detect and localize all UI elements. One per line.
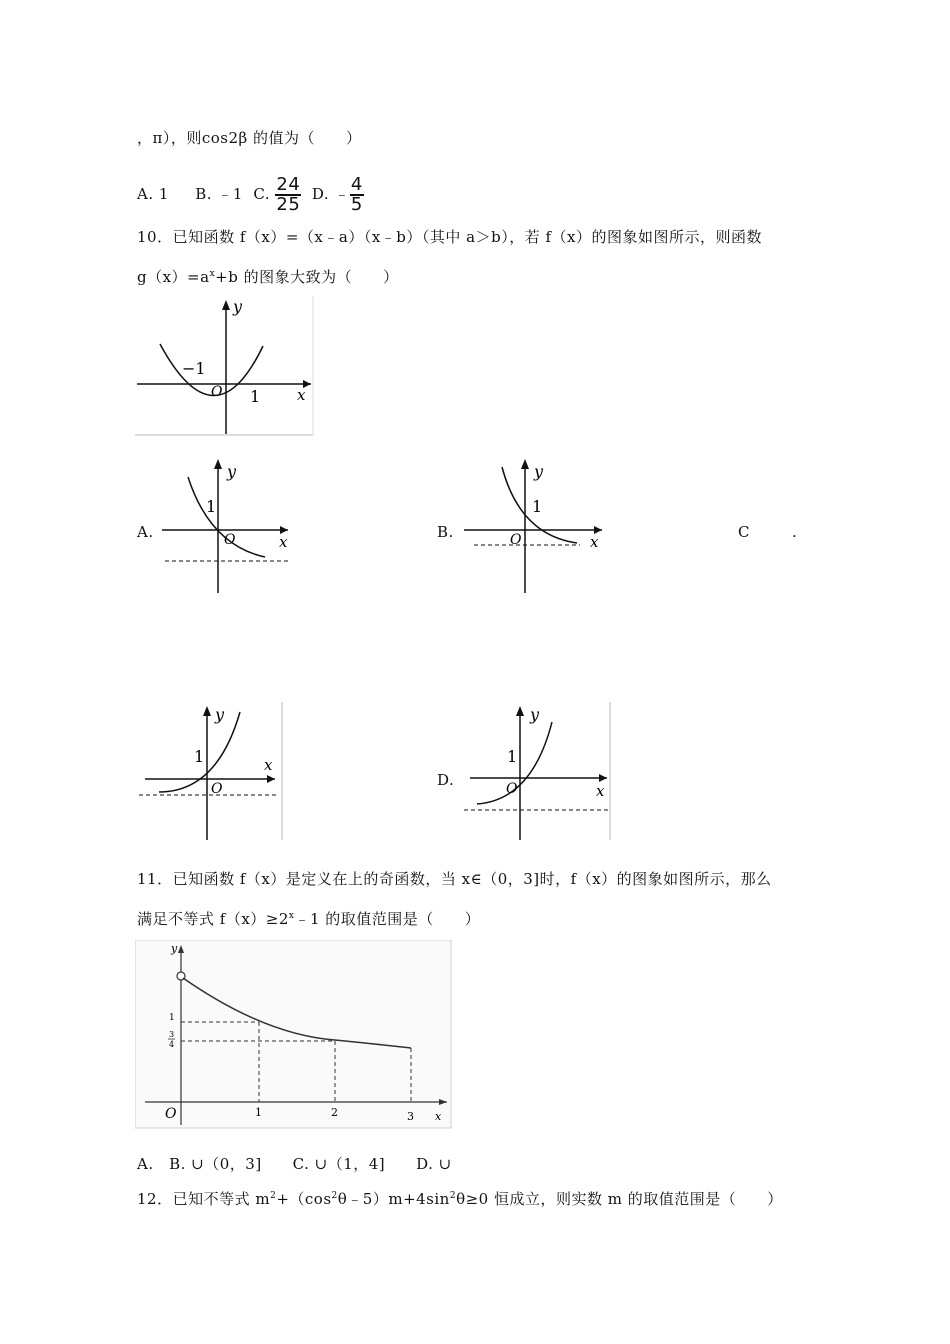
svg-text:y: y [534, 462, 544, 481]
svg-text:x: x [435, 1110, 442, 1123]
q11-stem-line1: 11．已知函数 f（x）是定义在上的奇函数，当 x∈（0，3]时，f（x）的图象如图所示，那么 [137, 870, 772, 888]
svg-text:y: y [171, 942, 178, 955]
svg-text:1: 1 [532, 497, 543, 516]
pos-one-label: 1 [250, 387, 261, 406]
svg-text:y: y [227, 462, 237, 481]
q11-stem-line2: 满足不等式 $f(x)\ge 2^x﹣1$ 的取值范围是（ ） [137, 910, 481, 928]
svg-text:3: 3 [407, 1110, 414, 1123]
svg-text:y: y [215, 705, 225, 724]
y-axis-arrow-icon [203, 706, 211, 716]
svg-text:1: 1 [255, 1106, 262, 1119]
q9-option-c-label: C. [253, 185, 271, 203]
q10-option-d-graph [462, 700, 612, 842]
svg-text:x: x [596, 782, 605, 800]
y-axis-label: y [233, 297, 243, 316]
svg-text:1: 1 [507, 747, 518, 766]
q9-option-b: B. ﹣1 [195, 185, 243, 203]
y-axis-arrow-icon [222, 300, 230, 310]
x-axis-arrow-icon [267, 775, 275, 783]
svg-text:3: 3 [169, 1030, 175, 1039]
q9-option-d-fraction: $\frac{4}{5}$ [350, 174, 363, 215]
q11-graph [135, 940, 453, 1130]
svg-text:x: x [264, 756, 273, 774]
y-axis-arrow-icon [516, 706, 524, 716]
svg-text:2: 2 [331, 1106, 338, 1119]
q10-stem-line2: $g(x)=a^x+b$ 的图象大致为（ ） [137, 268, 399, 286]
q10-option-c-label: C . [738, 523, 798, 541]
svg-text:O: O [506, 781, 518, 797]
svg-text:x: x [279, 533, 288, 551]
q9-option-d-label: D. ﹣ [311, 185, 350, 203]
origin-label: O [211, 384, 223, 400]
q11-options: A. B. ∪（0，3] C. ∪（1，4] D. ∪ [137, 1155, 452, 1173]
q10-option-b-label: B. [437, 523, 454, 541]
y-axis-arrow-icon [214, 459, 222, 469]
svg-text:1: 1 [194, 747, 205, 766]
svg-text:4: 4 [169, 1040, 175, 1049]
svg-text:O: O [165, 1106, 177, 1122]
q10-option-b-graph [462, 455, 607, 595]
q9-option-a: A. 1 [137, 185, 169, 203]
neg-one-label: −1 [182, 359, 206, 378]
svg-text:O: O [211, 781, 223, 797]
svg-text:O: O [510, 532, 522, 548]
q10-option-c-graph [137, 700, 285, 842]
q12-stem: 12．已知不等式 $m^2+(\cos^2\theta﹣5)m+4\sin^2\theta\ge 0$ 恒成立，则实数 m 的取值范围是（ ） [137, 1190, 783, 1208]
svg-text:y: y [530, 705, 540, 724]
q10-option-a-graph [160, 455, 290, 595]
q10-option-d-label: D. [437, 771, 455, 789]
q9-stem-tail: ，π），则cos2β 的值为（ ） [137, 129, 362, 147]
y-axis-arrow-icon [521, 459, 529, 469]
svg-text:O: O [224, 532, 236, 548]
q9-options [137, 176, 364, 214]
svg-text:1: 1 [206, 497, 217, 516]
q10-main-graph [135, 296, 315, 436]
svg-text:1: 1 [169, 1013, 175, 1023]
q10-option-a-label: A. [137, 523, 154, 541]
x-axis-arrow-icon [599, 774, 607, 782]
q9-option-c-fraction: $\frac{24}{25}$ [276, 174, 301, 215]
svg-text:x: x [590, 533, 599, 551]
q10-stem-line1: 10．已知函数 f（x）=（x﹣a）（x﹣b）（其中 a＞b），若 f（x）的图象如图所示，则函数 [137, 228, 762, 246]
x-axis-label: x [297, 386, 306, 404]
